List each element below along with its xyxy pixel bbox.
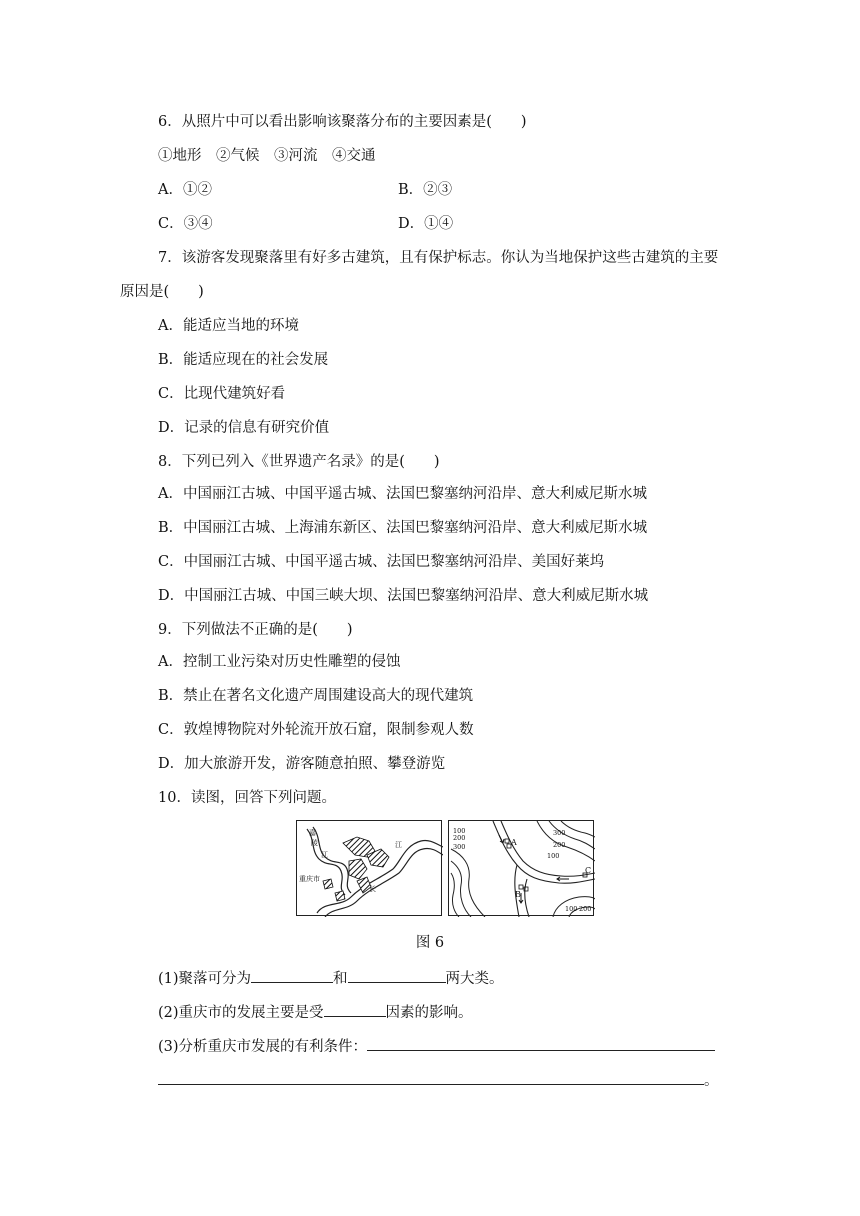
q7-stem-line2: 原因是( ) xyxy=(120,284,204,300)
q7-option-b: B．能适应现在的社会发展 xyxy=(158,352,329,368)
q8-option-a: A．中国丽江古城、中国平遥古城、法国巴黎塞纳河沿岸、意大利威尼斯水城 xyxy=(158,486,647,502)
q9-option-d: D．加大旅游开发，游客随意拍照、攀登游览 xyxy=(158,756,446,772)
urban-area-5 xyxy=(323,879,333,889)
contour-left-3 xyxy=(451,873,459,917)
q10-sub3-pre: (3)分析重庆市发展的有利条件： xyxy=(158,1039,368,1055)
q7-option-c: C．比现代建筑好看 xyxy=(158,386,286,402)
contour-label-300-right: 300 xyxy=(553,829,566,837)
label-chang: 长 xyxy=(369,885,376,893)
label-chongqing: 重庆市 xyxy=(299,875,320,883)
q7-option-a: A．能适应当地的环境 xyxy=(158,318,299,334)
label-jiang-1: 江 xyxy=(321,851,328,859)
q7-option-d: D．记录的信息有研究价值 xyxy=(158,420,330,436)
contour-left-1 xyxy=(451,849,485,917)
label-ling: 陵 xyxy=(311,839,318,847)
contour-label-200-left: 200 xyxy=(453,834,466,842)
chongqing-map xyxy=(296,820,442,916)
q10-sub1 xyxy=(158,968,504,989)
label-jiang-2: 江 xyxy=(395,841,402,849)
contour-label-300-left: 300 xyxy=(453,843,466,851)
label-jia: 嘉 xyxy=(309,829,316,837)
q6-option-c: C．③④ xyxy=(158,216,213,232)
answer-blank-3[interactable] xyxy=(324,1002,386,1017)
q6-option-d: D．①④ xyxy=(398,216,454,232)
q9-option-a: A．控制工业污染对历史性雕塑的侵蚀 xyxy=(158,654,401,670)
point-label-a: A xyxy=(511,838,517,847)
q9-option-b: B．禁止在著名文化遗产周围建设高大的现代建筑 xyxy=(158,688,474,704)
q10-sub1-pre: (1)聚落可分为 xyxy=(158,971,252,987)
contour-right-3 xyxy=(561,821,595,837)
q10-sub2-post: 因素的影响。 xyxy=(385,1005,473,1021)
q10-sub2-pre: (2)重庆市的发展主要是受 xyxy=(158,1005,324,1021)
q9-option-c: C．敦煌博物院对外轮流开放石窟，限制参观人数 xyxy=(158,722,474,738)
contour-label-200-bottom: 200 xyxy=(579,905,592,913)
contour-label-100-right: 100 xyxy=(547,852,560,860)
flow-arrow-2 xyxy=(557,877,569,881)
contour-label-100-bottom: 100 xyxy=(565,905,578,913)
q10-sub3-continuation xyxy=(158,1070,719,1091)
q6-option-b: B．②③ xyxy=(398,182,453,198)
q9-stem: 9．下列做法不正确的是( ) xyxy=(158,622,353,638)
q10-sub3-end: 。 xyxy=(704,1073,719,1089)
figure-6 xyxy=(296,820,596,918)
q6-stem: 6．从照片中可以看出影响该聚落分布的主要因素是( ) xyxy=(158,114,527,130)
contour-map-drawing xyxy=(449,821,595,917)
q10-sub1-mid: 和 xyxy=(333,971,348,987)
river-bank-2 xyxy=(501,821,595,876)
q7-stem-line1: 7．该游客发现聚落里有好多古建筑，且有保护标志。你认为当地保护这些古建筑的主要 xyxy=(158,250,719,266)
q10-sub1-post: 两大类。 xyxy=(445,971,504,987)
q6-option-a: A．①② xyxy=(158,182,212,198)
contour-label-200-right: 200 xyxy=(553,841,566,849)
point-label-c: C xyxy=(585,866,592,875)
q6-items: ①地形 ②气候 ③河流 ④交通 xyxy=(158,148,376,164)
urban-area-3 xyxy=(349,859,367,879)
urban-area-6 xyxy=(335,891,345,901)
answer-blank-4[interactable] xyxy=(367,1036,715,1051)
q8-option-c: C．中国丽江古城、中国平遥古城、法国巴黎塞纳河沿岸、美国好莱坞 xyxy=(158,554,605,570)
point-label-b: B xyxy=(515,890,521,899)
figure-caption: 图 6 xyxy=(415,935,445,951)
contour-label-100-left: 100 xyxy=(453,827,466,835)
answer-blank-2[interactable] xyxy=(348,968,446,983)
chongqing-map-drawing xyxy=(297,821,443,917)
contour-right-1 xyxy=(537,821,595,861)
answer-blank-1[interactable] xyxy=(251,968,333,983)
contour-map xyxy=(448,820,594,916)
q10-stem: 10．读图，回答下列问题。 xyxy=(158,790,336,806)
q8-option-d: D．中国丽江古城、中国三峡大坝、法国巴黎塞纳河沿岸、意大利威尼斯水城 xyxy=(158,588,649,604)
settlement-a-1 xyxy=(505,839,509,843)
q8-option-b: B．中国丽江古城、上海浦东新区、法国巴黎塞纳河沿岸、意大利威尼斯水城 xyxy=(158,520,648,536)
answer-blank-5[interactable] xyxy=(158,1070,704,1085)
q10-sub3 xyxy=(158,1036,715,1057)
settlement-b-1 xyxy=(519,885,523,889)
river-branch-2 xyxy=(525,879,529,917)
q10-sub2 xyxy=(158,1002,473,1023)
flow-arrow-1 xyxy=(499,835,504,843)
q8-stem: 8．下列已列入《世界遗产名录》的是( ) xyxy=(158,454,440,470)
